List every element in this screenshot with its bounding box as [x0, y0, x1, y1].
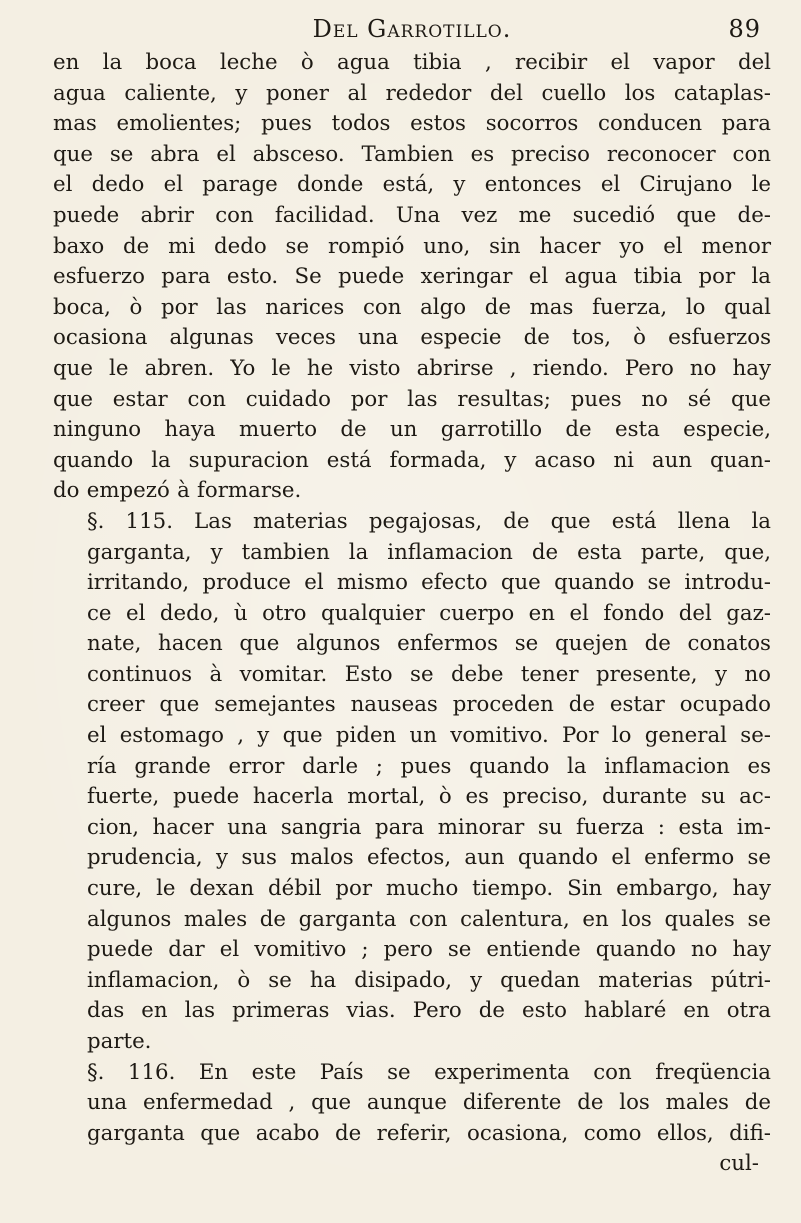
paragraph-p1	[53, 48, 771, 507]
text-line: continuos à vomitar. Esto se debe tener presente, y no	[87, 661, 771, 687]
running-head	[53, 12, 771, 46]
running-head-title: Del Garrotillo.	[312, 15, 512, 43]
text-line: ce el dedo, ù otro qualquier cuerpo en el fondo del gaz-	[87, 600, 771, 626]
text-line: mas emolientes; pues todos estos socorros conducen para	[53, 111, 771, 137]
body-text	[53, 48, 771, 1149]
text-line: §. 116. En este País se experimenta con freqüencia	[87, 1059, 771, 1085]
text-line: garganta que acabo de referir, ocasiona, como ellos, difi-	[87, 1120, 771, 1146]
text-line: que se abra el absceso. Tambien es preciso reconocer con	[53, 141, 771, 167]
text-line: creer que semejantes nauseas proceden de estar ocupado	[87, 692, 771, 718]
paragraph-p2	[53, 507, 771, 1058]
text-line: §. 115. Las materias pegajosas, de que está llena la	[87, 508, 771, 534]
text-line: do empezó à formarse.	[53, 478, 302, 504]
text-line: baxo de mi dedo se rompió uno, sin hacer yo el menor	[53, 233, 771, 259]
text-line: el dedo el parage donde está, y entonces el Cirujano le	[53, 172, 771, 198]
text-line: quando la supuracion está formada, y acaso ni aun quan-	[53, 447, 771, 473]
text-line: irritando, produce el mismo efecto que quando se introdu-	[87, 570, 771, 596]
text-line: garganta, y tambien la inflamacion de esta parte, que,	[87, 539, 771, 565]
text-line: ninguno haya muerto de un garrotillo de esta especie,	[53, 417, 771, 443]
text-line: nate, hacen que algunos enfermos se quejen de conatos	[87, 631, 771, 657]
text-line: puede abrir con facilidad. Una vez me sucedió que de-	[53, 202, 771, 228]
text-line: boca, ò por las narices con algo de mas fuerza, lo qual	[53, 294, 771, 320]
text-line: que estar con cuidado por las resultas; pues no sé que	[53, 386, 771, 412]
page-number: 89	[728, 15, 761, 43]
text-line: das en las primeras vias. Pero de esto hablaré en otra	[87, 998, 771, 1024]
text-line: agua caliente, y poner al rededor del cuello los cataplas-	[53, 80, 771, 106]
text-line: cion, hacer una sangria para minorar su fuerza : esta im-	[87, 814, 771, 840]
text-line: que le abren. Yo le he visto abrirse , riendo. Pero no hay	[53, 355, 771, 381]
text-line: prudencia, y sus malos efectos, aun quando el enfermo se	[87, 845, 771, 871]
text-line: parte.	[87, 1029, 152, 1054]
text-line: el estomago , y que piden un vomitivo. Por lo general se-	[87, 723, 771, 749]
text-line: cure, le dexan débil por mucho tiempo. Sin embargo, hay	[87, 876, 771, 902]
text-line: ocasiona algunas veces una especie de tos, ò esfuerzos	[53, 325, 771, 351]
text-line: fuerte, puede hacerla mortal, ò es preciso, durante su ac-	[87, 784, 771, 810]
text-line: algunos males de garganta con calentura, en los quales se	[87, 906, 771, 932]
paragraph-p3	[53, 1058, 771, 1150]
text-line: puede dar el vomitivo ; pero se entiende quando no hay	[87, 937, 771, 963]
text-line: inflamacion, ò se ha disipado, y quedan materias pútri-	[87, 967, 771, 993]
catchword: cul-	[719, 1151, 759, 1177]
text-line: en la boca leche ò agua tibia , recibir el vapor del	[53, 50, 771, 75]
text-line: una enfermedad , que aunque diferente de los males de	[87, 1090, 771, 1116]
text-line: ría grande error darle ; pues quando la inflamacion es	[87, 753, 771, 779]
text-line: esfuerzo para esto. Se puede xeringar el agua tibia por la	[53, 264, 771, 290]
